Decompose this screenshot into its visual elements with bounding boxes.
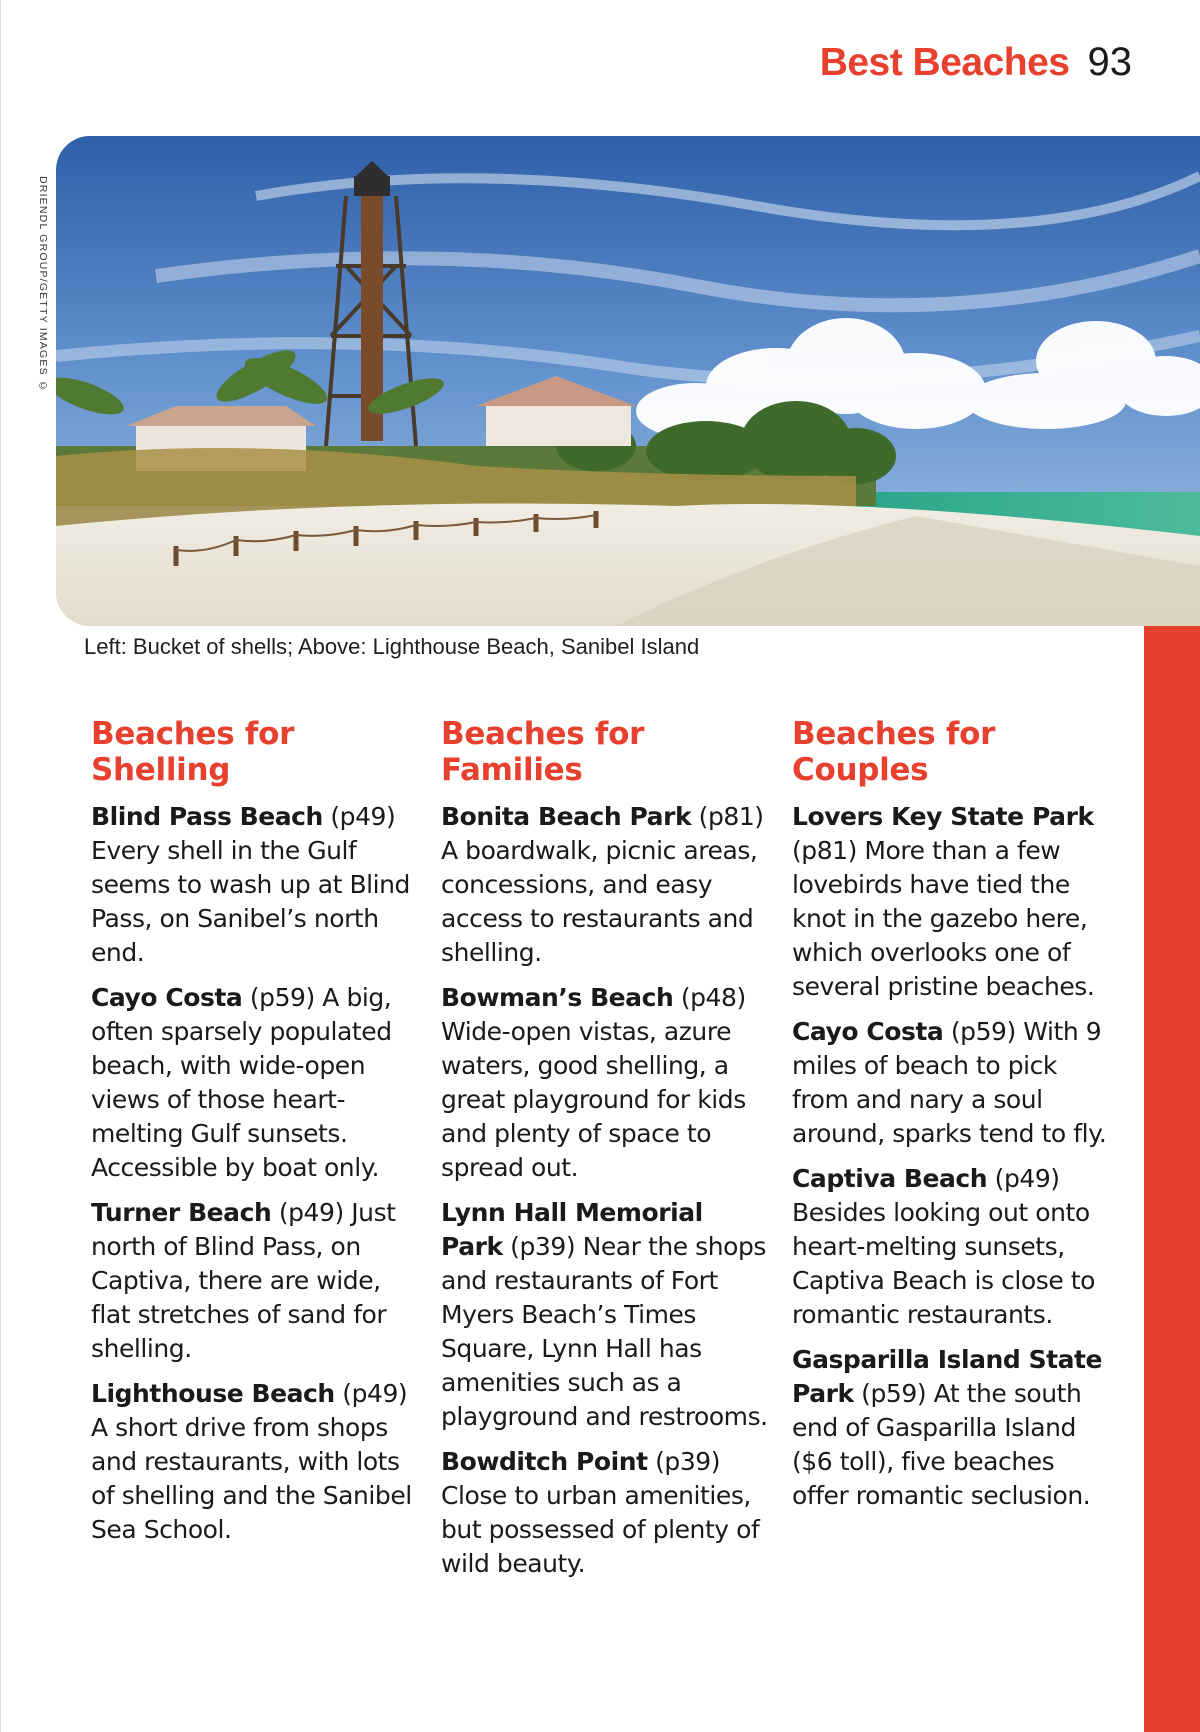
beach-entry: Blind Pass Beach (p49) Every shell in the Gulf seems to wash up at Blind Pass, on Sanibel’s north end. [91,802,410,967]
page-number: 93 [1087,40,1132,84]
beach-name: Lynn Hall Memorial Park [441,1198,703,1261]
beach-name: Captiva Beach [792,1164,988,1193]
beach-name: Bonita Beach Park [441,802,692,831]
beach-name: Turner Beach [91,1198,272,1227]
beach-name: Cayo Costa [792,1017,944,1046]
column-heading: Beaches for Couples [792,716,996,788]
beach-entry: Bonita Beach Park (p81) A boardwalk, picnic areas, concessions, and easy access to restaurants and shelling. [441,802,764,967]
column-heading: Beaches for Shelling [91,716,295,788]
beach-entry: Gasparilla Island State Park (p59) At the south end of Gasparilla Island ($6 toll), five beaches offer romantic seclusion. [792,1345,1103,1510]
column-families [441,716,771,1592]
beach-name: Lovers Key State Park [792,802,1094,831]
beach-entry: Bowditch Point (p39) Close to urban amenities, but possessed of plenty of wild beauty. [441,1447,760,1578]
beach-entry: Cayo Costa (p59) A big, often sparsely populated beach, with wide-open views of those heart-melting Gulf sunsets. Accessible by boat only. [91,983,392,1182]
photo-caption: Left: Bucket of shells; Above: Lighthouse Beach, Sanibel Island [84,634,700,659]
beach-entry: Captiva Beach (p49) Besides looking out onto heart-melting sunsets, Captiva Beach is close to romantic restaurants. [792,1164,1095,1329]
beach-name: Bowditch Point [441,1447,648,1476]
beach-entry: Lighthouse Beach (p49) A short drive from shops and restaurants, with lots of shelling and the Sanibel Sea School. [91,1379,412,1544]
running-header [820,40,1132,85]
beach-name: Cayo Costa [91,983,243,1012]
beach-name: Lighthouse Beach [91,1379,335,1408]
beach-name: Gasparilla Island State Park [792,1345,1103,1408]
beach-entry: Bowman’s Beach (p48) Wide-open vistas, azure waters, good shelling, a great playground for kids and plenty of space to spread out. [441,983,746,1182]
column-shelling [91,716,421,1558]
column-heading: Beaches for Families [441,716,645,788]
beach-name: Bowman’s Beach [441,983,674,1012]
lighthouse-beach-photo [56,136,1200,626]
column-couples [792,716,1110,1524]
beach-name: Blind Pass Beach [91,802,323,831]
section-title: Best Beaches [819,41,1070,84]
page-edge [0,0,1,1732]
beach-entry: Cayo Costa (p59) With 9 miles of beach to pick from and nary a soul around, sparks tend to fly. [792,1017,1107,1148]
beach-entry: Lynn Hall Memorial Park (p39) Near the shops and restaurants of Fort Myers Beach’s Times Square, Lynn Hall has amenities such as a playground and restrooms. [441,1198,768,1431]
beach-entry: Turner Beach (p49) Just north of Blind Pass, on Captiva, there are wide, flat stretches of sand for shelling. [91,1198,396,1363]
beach-entry: Lovers Key State Park (p81) More than a few lovebirds have tied the knot in the gazebo here, which overlooks one of several pristine beaches. [792,802,1095,1001]
photo-credit: DRIENDL GROUP/GETTY IMAGES © [37,176,49,394]
